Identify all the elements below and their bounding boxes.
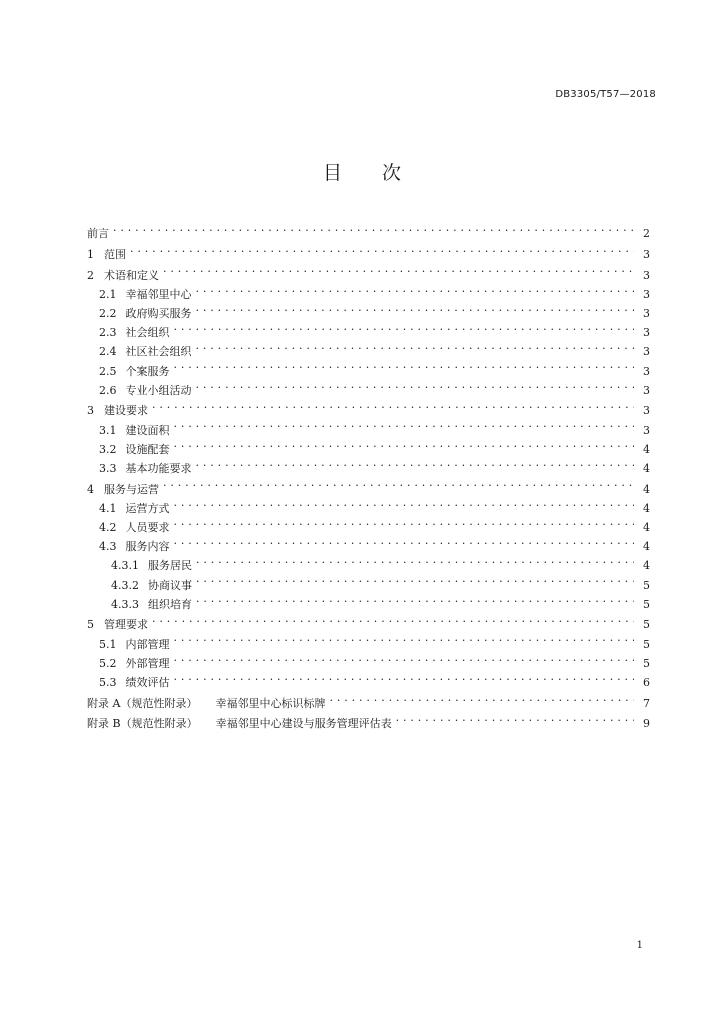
toc-entry-page: 3	[643, 364, 650, 378]
toc-entry-label: 幸福邻里中心建设与服务管理评估表	[215, 717, 392, 731]
toc-entry-label: 绩效评估	[125, 676, 170, 689]
toc-entry[interactable]	[87, 550, 650, 573]
toc-entry-label: 人员要求	[125, 521, 170, 534]
dot-leader	[174, 667, 635, 686]
toc-entry-label: 术语和定义	[104, 268, 159, 282]
toc-entry-page: 4	[643, 540, 650, 554]
toc-entry-number: 4.1	[99, 501, 117, 515]
toc-entry-page: 2	[643, 227, 650, 241]
toc-entry[interactable]	[87, 531, 650, 554]
table-of-contents	[87, 218, 650, 731]
toc-entry-label: 社会组织	[125, 326, 170, 340]
dot-leader	[196, 279, 635, 298]
toc-entry-label: 服务居民	[148, 559, 192, 573]
toc-entry-label: 管理要求	[104, 618, 148, 632]
toc-entry-label: 内部管理	[125, 637, 170, 651]
toc-entry-page: 4	[643, 461, 650, 475]
toc-entry-number: 3.2	[99, 442, 117, 456]
toc-entry[interactable]	[87, 688, 650, 710]
toc-entry-label: 服务内容	[125, 540, 170, 554]
toc-entry[interactable]	[87, 609, 650, 632]
dot-leader	[196, 569, 634, 588]
toc-entry-number: 2.3	[99, 326, 117, 340]
dot-leader	[174, 512, 635, 531]
toc-entry-page: 3	[643, 404, 650, 418]
toc-entry-label: 服务与运营	[104, 482, 159, 496]
toc-entry[interactable]	[87, 473, 650, 496]
toc-entry-page: 3	[643, 247, 650, 261]
toc-entry-number: 3.1	[99, 423, 117, 437]
dot-leader	[174, 434, 635, 453]
toc-entry-number: 4	[87, 482, 94, 496]
toc-entry-number: 附录 A（规范性附录）	[87, 696, 198, 710]
toc-entry-page: 4	[643, 501, 650, 515]
dot-leader	[174, 531, 635, 550]
toc-entry-page: 5	[643, 578, 650, 592]
toc-entry[interactable]	[87, 259, 650, 282]
toc-entry-page: 3	[643, 287, 650, 301]
toc-entry-number: 1	[87, 247, 94, 261]
toc-entry[interactable]	[87, 336, 650, 359]
toc-entry-page: 4	[643, 482, 650, 496]
dot-leader	[152, 609, 634, 628]
toc-entry-page: 3	[643, 383, 650, 397]
toc-entry[interactable]	[87, 375, 650, 397]
dot-leader	[196, 550, 634, 569]
dot-leader	[174, 414, 635, 433]
toc-entry-number: 2.2	[99, 306, 117, 320]
toc-entry[interactable]	[87, 395, 650, 418]
toc-entry[interactable]	[87, 239, 650, 261]
toc-entry-number: 2	[87, 268, 94, 282]
page-number: 1	[636, 940, 643, 951]
toc-entry-label: 社区社会组织	[125, 345, 192, 359]
dot-leader	[163, 259, 634, 278]
toc-entry[interactable]	[87, 512, 650, 534]
title-part-1: 目	[322, 162, 342, 184]
toc-entry-page: 3	[643, 268, 650, 282]
toc-entry-label: 范围	[104, 247, 126, 261]
toc-entry-page: 5	[643, 597, 650, 611]
toc-entry-number: 2.4	[99, 345, 117, 359]
dot-leader	[174, 317, 635, 336]
toc-entry-number: 2.6	[99, 383, 117, 397]
toc-entry[interactable]	[87, 667, 650, 689]
toc-entry-label: 设施配套	[125, 442, 170, 456]
dot-leader	[163, 473, 634, 492]
toc-entry-label: 幸福邻里中心	[125, 287, 192, 301]
dot-leader	[174, 493, 635, 512]
toc-entry-label: 建设要求	[104, 404, 148, 418]
toc-entry[interactable]	[87, 218, 650, 241]
toc-entry-page: 3	[643, 326, 650, 340]
dot-leader	[130, 239, 634, 258]
toc-entry-number: 4.3.2	[111, 578, 139, 592]
toc-entry-label: 组织培育	[148, 597, 192, 611]
toc-entry-page: 3	[643, 345, 650, 359]
dot-leader	[396, 708, 634, 727]
dot-leader	[174, 355, 635, 374]
dot-leader	[329, 688, 634, 707]
toc-entry-label: 外部管理	[125, 656, 170, 670]
toc-entry[interactable]	[87, 279, 650, 301]
dot-leader	[174, 628, 635, 647]
toc-entry-number: 3	[87, 404, 94, 418]
toc-entry[interactable]	[87, 493, 650, 515]
dot-leader	[113, 218, 634, 237]
toc-entry[interactable]	[87, 453, 650, 475]
toc-entry-page: 5	[643, 637, 650, 651]
toc-entry-label: 个案服务	[125, 364, 170, 378]
toc-entry-page: 3	[643, 306, 650, 320]
toc-entry-number: 5	[87, 618, 94, 632]
toc-entry-number: 4.3.1	[111, 559, 139, 573]
toc-entry-label: 幸福邻里中心标识标牌	[215, 696, 326, 710]
toc-entry-label: 基本功能要求	[125, 461, 192, 475]
dot-leader	[196, 336, 635, 355]
toc-entry-number: 5.2	[99, 656, 117, 670]
toc-entry-page: 3	[643, 423, 650, 437]
dot-leader	[196, 589, 634, 608]
toc-entry-page: 6	[643, 676, 650, 689]
toc-entry-number: 4.2	[99, 521, 117, 534]
toc-entry-page: 4	[643, 521, 650, 534]
page-title	[0, 158, 724, 185]
toc-entry-number: 3.3	[99, 461, 117, 475]
toc-entry[interactable]	[87, 648, 650, 670]
toc-entry-number: 2.5	[99, 364, 117, 378]
dot-leader	[196, 298, 635, 317]
dot-leader	[196, 453, 635, 472]
toc-entry-label: 前言	[87, 227, 109, 241]
toc-entry-label: 政府购买服务	[125, 306, 192, 320]
toc-entry-page: 5	[643, 618, 650, 632]
toc-entry-number: 附录 B（规范性附录）	[87, 717, 198, 731]
title-part-2: 次	[382, 162, 402, 184]
toc-entry-number: 4.3	[99, 540, 117, 554]
dot-leader	[196, 375, 635, 394]
toc-entry-number: 5.3	[99, 676, 117, 689]
toc-entry-label: 建设面积	[125, 423, 170, 437]
toc-entry-number: 5.1	[99, 637, 117, 651]
toc-entry-page: 5	[643, 656, 650, 670]
toc-entry-page: 7	[643, 696, 650, 710]
toc-entry[interactable]	[87, 434, 650, 456]
toc-entry-label: 协商议事	[148, 578, 192, 592]
toc-entry[interactable]	[87, 628, 650, 651]
toc-entry-page: 4	[643, 559, 650, 573]
toc-entry-page: 9	[643, 717, 650, 731]
toc-entry-label: 专业小组活动	[125, 383, 192, 397]
dot-leader	[174, 648, 635, 667]
toc-entry[interactable]	[87, 414, 650, 437]
toc-entry-number: 2.1	[99, 287, 117, 301]
document-code: DB3305/T57—2018	[555, 89, 656, 100]
toc-entry-label: 运营方式	[125, 501, 170, 515]
toc-entry-page: 4	[643, 442, 650, 456]
toc-entry-number: 4.3.3	[111, 597, 139, 611]
dot-leader	[152, 395, 634, 414]
